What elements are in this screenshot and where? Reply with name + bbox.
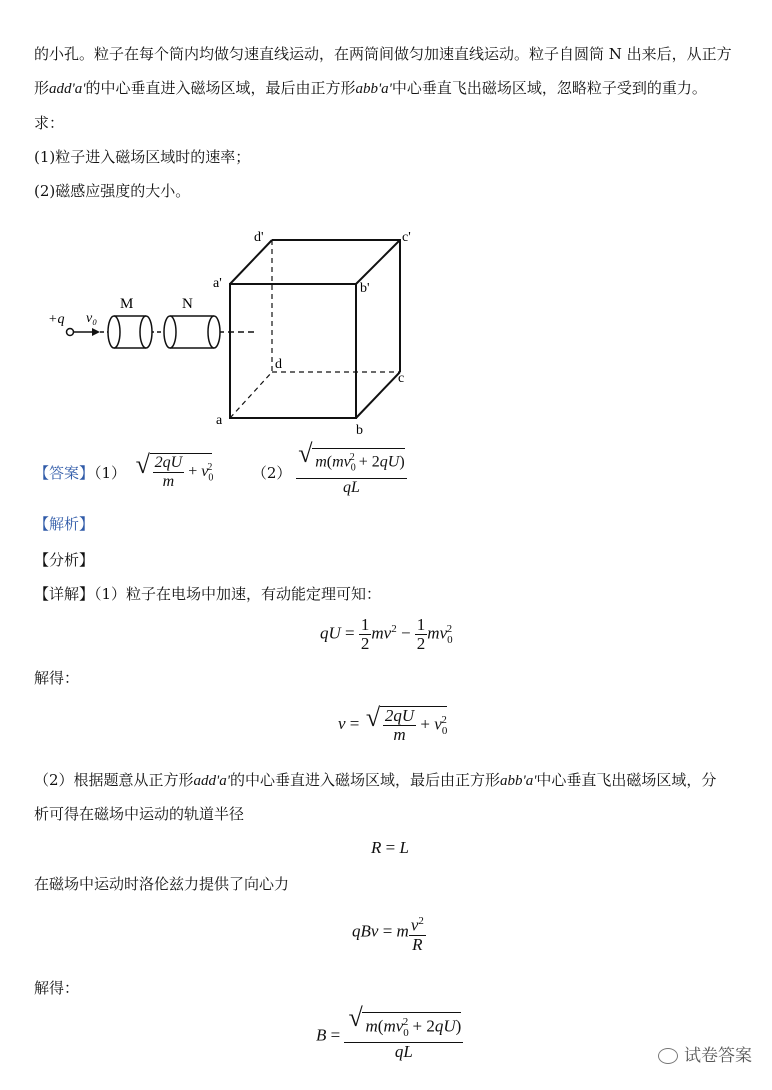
section-fenxi: 【分析】 — [34, 551, 95, 569]
label-charge: +q — [48, 312, 65, 327]
label-b: b — [356, 423, 363, 437]
answer-part-2: （2） — [251, 463, 292, 482]
particle-icon — [67, 329, 74, 336]
detail-line-1 — [34, 584, 381, 604]
section-xiangjie: 【详解】 — [34, 585, 95, 603]
cube-hidden-edge — [230, 372, 272, 418]
question-2: (2)磁感应强度的大小。 — [34, 182, 191, 200]
cube-edge — [230, 240, 272, 284]
question-1: (1)粒子进入磁场区域时的速率； — [34, 148, 251, 166]
square-label: add'a' — [193, 773, 230, 789]
equation-velocity: v = √ $\frac{2qU}{m}$ + $v_0^2$ — [338, 706, 447, 744]
answer-tag: 【答案】 — [34, 463, 95, 482]
part2-text: 的中心垂直进入磁场区域，最后由正方形 — [229, 771, 500, 789]
square-label: add'a' — [49, 81, 86, 97]
answer-2-formula: √ $\frac{m(mv_0^2 + 2qU)}{qL}$ — [296, 448, 406, 497]
label-n: N — [182, 296, 193, 312]
label-d-prime: d' — [254, 230, 264, 245]
square-label: abb'a' — [499, 773, 537, 789]
part2-text: （2）根据题意从正方形 — [34, 771, 194, 789]
section-jiexi: 【解析】 — [34, 515, 95, 533]
arrow-head-icon — [92, 328, 100, 336]
detail-text: （1）粒子在电场中加速，有动能定理可知： — [94, 585, 382, 603]
label-b-prime: b' — [360, 281, 370, 296]
jiede-2: 解得： — [34, 979, 80, 997]
cube-edge — [356, 372, 400, 418]
cube-edge — [356, 240, 400, 284]
wechat-icon — [658, 1048, 678, 1064]
label-d: d — [275, 357, 282, 372]
label-a-prime: a' — [213, 276, 222, 291]
equation-radius: R = L — [371, 838, 409, 857]
cylinder-m — [108, 316, 152, 348]
answer-1-formula: √ $\frac{2qU}{m}$ + $v_0^2$ — [150, 453, 213, 491]
intro-text: 中心垂直飞出磁场区域，忽略粒子受到的重力。 — [391, 79, 707, 97]
intro-line-3: 求： — [34, 114, 65, 132]
jiede-1: 解得： — [34, 669, 80, 687]
part2-text: 中心垂直飞出磁场区域，分 — [536, 771, 717, 789]
equation-energy: qU = $\frac{1}{2}$ $mv^2$ − $\frac{1}{2}$ $mv_0^2$ — [320, 615, 453, 653]
intro-text: 形 — [34, 79, 50, 97]
cylinder-n — [164, 316, 220, 348]
label-c: c — [398, 371, 405, 386]
label-c-prime: c' — [402, 230, 411, 245]
label-m: M — [120, 296, 134, 312]
equation-lorentz: qBv = m $\frac{v^2}{R}$ — [352, 912, 426, 954]
intro-line-1: 的小孔。粒子在每个筒内均做匀速直线运动，在两筒间做匀加速直线运动。粒子自圆筒 N 出来后，从正方 — [34, 45, 732, 63]
label-v0: v₀ — [86, 311, 98, 326]
intro-line-2 — [34, 78, 707, 99]
watermark-text: 试卷答案 — [684, 1046, 752, 1066]
part2-line-1 — [34, 770, 716, 791]
intro-text: 的中心垂直进入磁场区域，最后由正方形 — [85, 79, 356, 97]
watermark — [658, 1041, 752, 1066]
equation-b: B = √ $\frac{m(mv_0^2 + 2qU)}{qL}$ — [316, 1012, 463, 1061]
square-label: abb'a' — [355, 81, 392, 97]
part2-line-2: 析可得在磁场中运动的轨道半径 — [34, 805, 245, 823]
answer-line — [34, 448, 407, 498]
answer-part-1: （1） — [94, 463, 127, 482]
label-a: a — [216, 413, 223, 428]
physics-figure — [40, 222, 440, 437]
lorentz-line: 在磁场中运动时洛伦兹力提供了向心力 — [34, 875, 290, 893]
